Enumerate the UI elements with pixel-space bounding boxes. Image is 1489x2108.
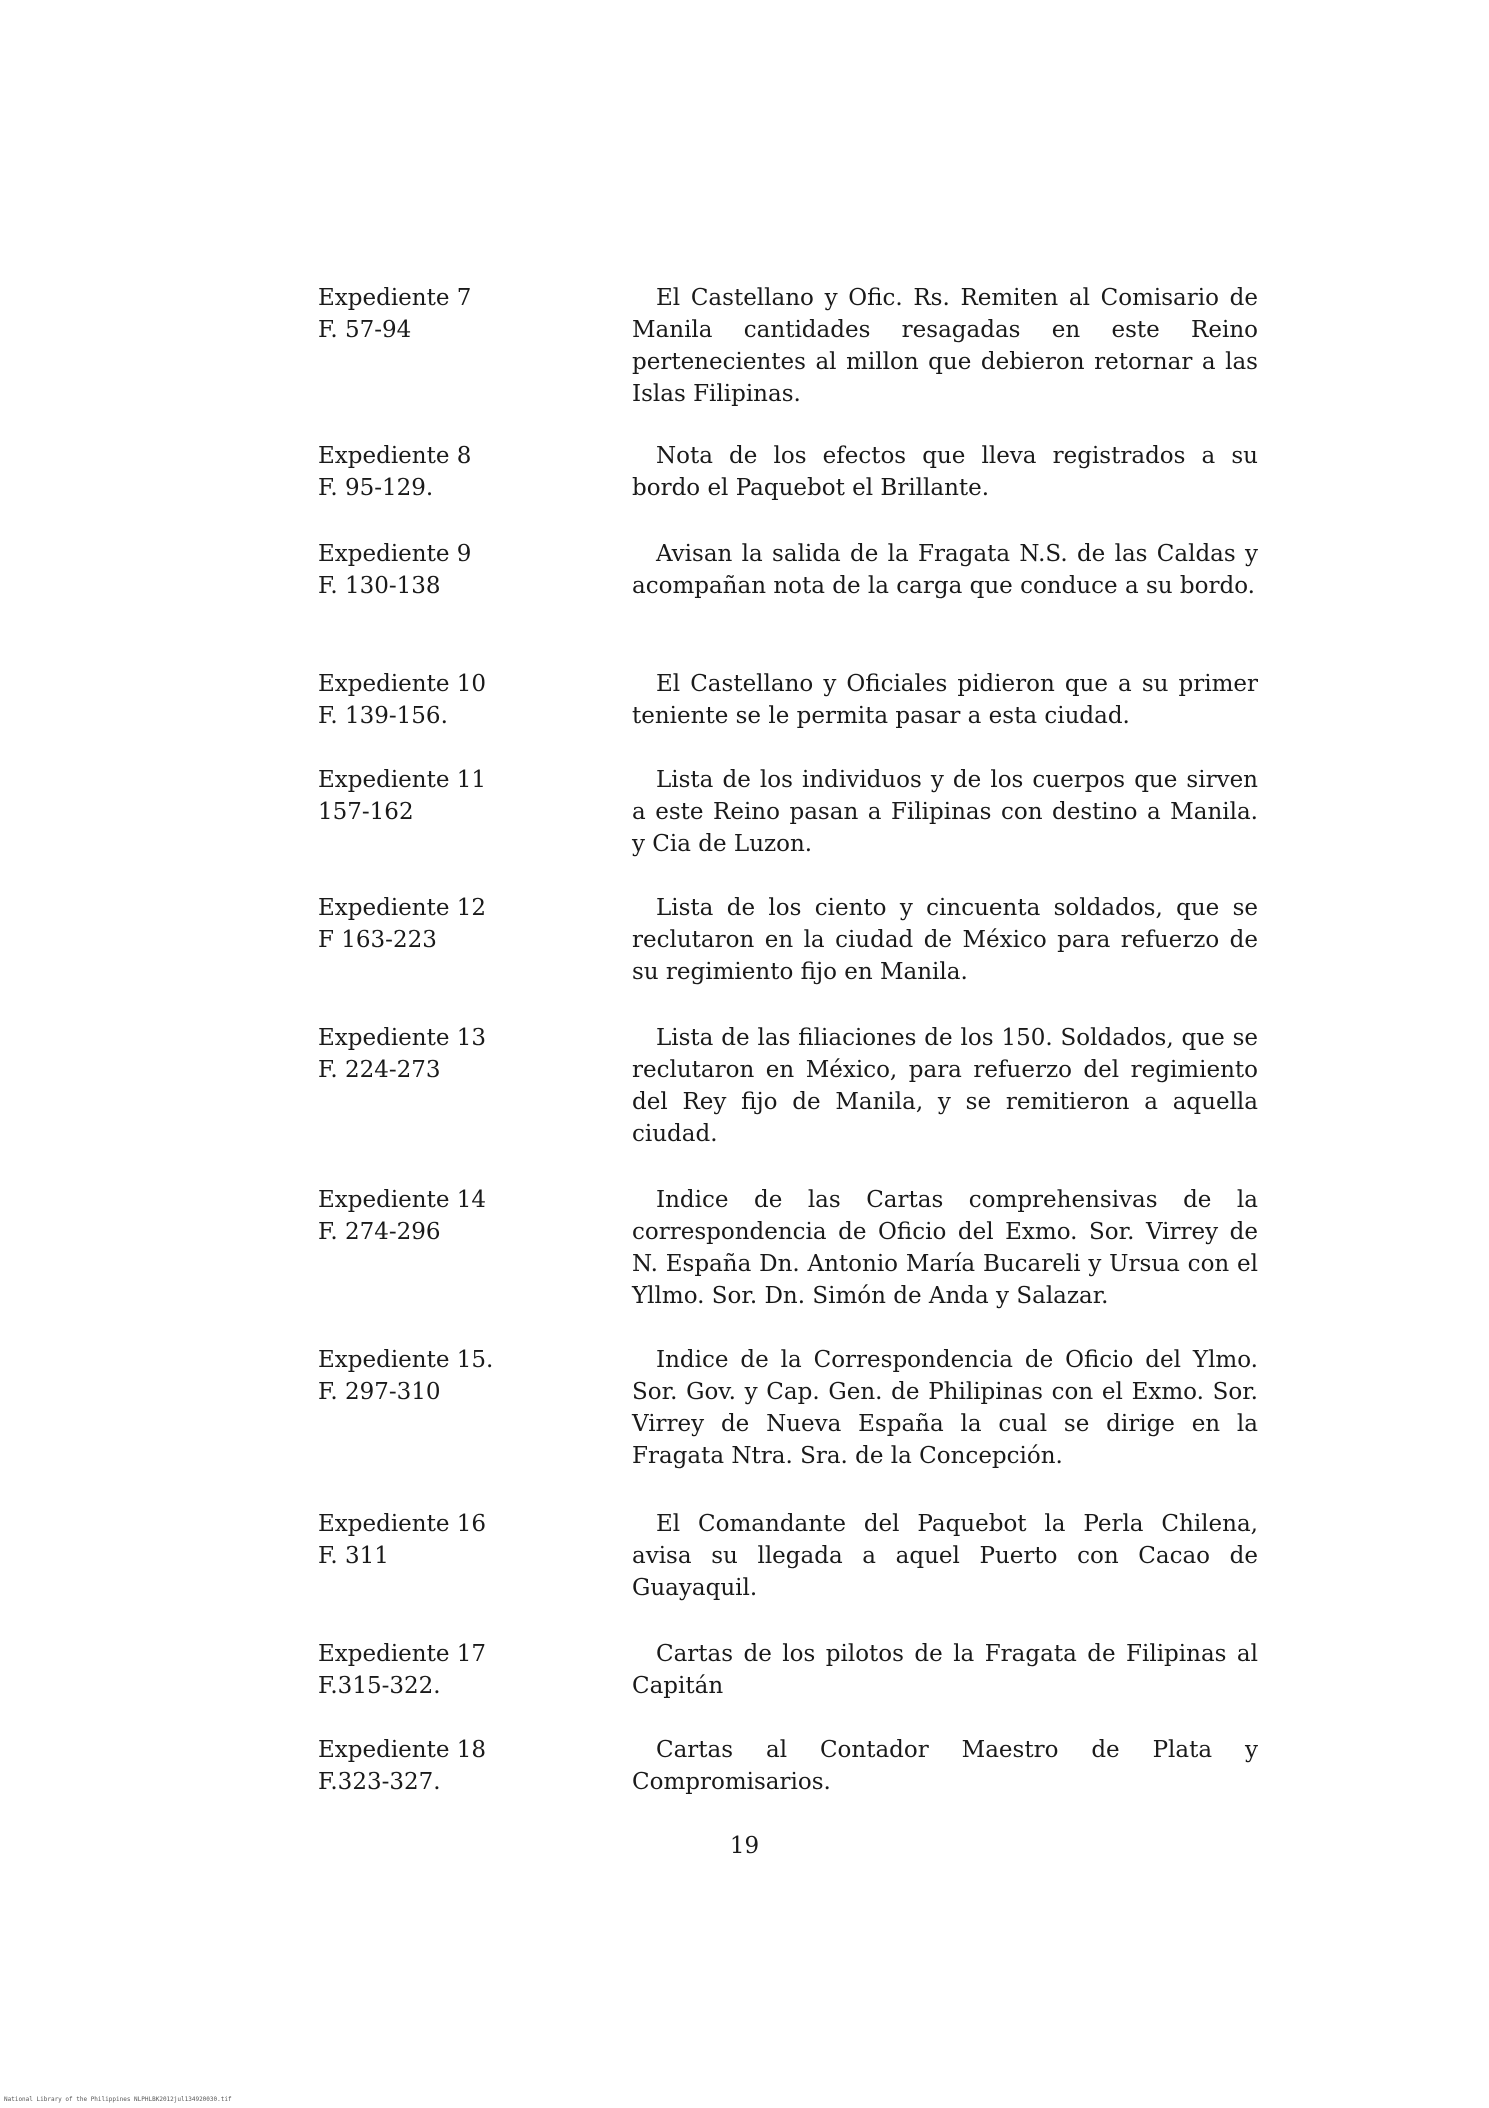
entry-description: Indice de las Cartas comprehensivas de la correspondencia de Oficio del Exmo. Sor. Virrey de N. España Dn. Antonio María Bucareli y Ursua con el Yllmo. Sor. Dn. Simón de Anda y Salazar. [632, 1187, 1258, 1309]
entry-folios: F 163-223 [318, 927, 437, 953]
entry-description: Nota de los efectos que lleva registrados a su bordo el Paquebot el Brillante. [632, 443, 1258, 501]
entry-reference [318, 1638, 578, 1702]
page-number: 19 [729, 1833, 760, 1859]
entry-reference [318, 668, 578, 732]
entry-title: Expediente 9 [318, 541, 472, 567]
entry-folios: F. 311 [318, 1543, 389, 1569]
entry-title: Expediente 8 [318, 443, 472, 469]
entry-title: Expediente 10 [318, 671, 487, 697]
entry-description: Lista de las filiaciones de los 150. Soldados, que se reclutaron en México, para refuerzo del regimiento del Rey fijo de Manila, y se remitieron a aquella ciudad. [632, 1025, 1258, 1147]
entry-reference [318, 1184, 578, 1248]
entry-title: Expediente 11 [318, 767, 487, 793]
entry-folios: F. 297-310 [318, 1379, 441, 1405]
entry-title: Expediente 7 [318, 285, 472, 311]
entry-description: El Comandante del Paquebot la Perla Chilena, avisa su llegada a aquel Puerto con Cacao de Guayaquil. [632, 1511, 1258, 1601]
entry-folios: F. 95-129. [318, 475, 434, 501]
entry-reference [318, 1344, 578, 1408]
entry-description: El Castellano y Ofic. Rs. Remiten al Comisario de Manila cantidades resagadas en este Reino pertenecientes al millon que debieron retornar a las Islas Filipinas. [632, 285, 1258, 407]
entry-title: Expediente 14 [318, 1187, 487, 1213]
entry-folios: F.323-327. [318, 1769, 441, 1795]
entry-reference [318, 282, 578, 346]
entry-folios: F. 139-156. [318, 703, 448, 729]
entry-title: Expediente 16 [318, 1511, 487, 1537]
entry-description: Avisan la salida de la Fragata N.S. de las Caldas y acompañan nota de la carga que conduce a su bordo. [632, 541, 1258, 599]
entry-folios: F. 57-94 [318, 317, 412, 343]
entry-reference [318, 440, 578, 504]
entry-description: Indice de la Correspondencia de Oficio del Ylmo. Sor. Gov. y Cap. Gen. de Philipinas con el Exmo. Sor. Virrey de Nueva España la cual se dirige en la Fragata Ntra. Sra. de la Concepción. [632, 1347, 1258, 1469]
entry-reference [318, 1022, 578, 1086]
entry-folios: 157-162 [318, 799, 414, 825]
entry-title: Expediente 17 [318, 1641, 487, 1667]
entry-reference [318, 764, 578, 828]
entry-reference [318, 1508, 578, 1572]
entry-reference [318, 538, 578, 602]
entry-description: Lista de los individuos y de los cuerpos que sirven a este Reino pasan a Filipinas con destino a Manila. y Cia de Luzon. [632, 767, 1258, 857]
entry-title: Expediente 15. [318, 1347, 494, 1373]
entry-title: Expediente 13 [318, 1025, 487, 1051]
entry-folios: F. 130-138 [318, 573, 441, 599]
entry-description: Cartas al Contador Maestro de Plata y Compromisarios. [632, 1737, 1258, 1795]
entry-reference [318, 1734, 578, 1798]
entry-folios: F.315-322. [318, 1673, 441, 1699]
entry-reference [318, 892, 578, 956]
entry-folios: F. 224-273 [318, 1057, 441, 1083]
entry-description: Lista de los ciento y cincuenta soldados, que se reclutaron en la ciudad de México para refuerzo de su regimiento fijo en Manila. [632, 895, 1258, 985]
scan-footer: National Library of the Philippines NLPHLBK2012jul134920030.tif [4, 2096, 232, 2103]
entry-title: Expediente 12 [318, 895, 487, 921]
entry-title: Expediente 18 [318, 1737, 487, 1763]
entry-description: Cartas de los pilotos de la Fragata de Filipinas al Capitán [632, 1641, 1258, 1699]
entry-folios: F. 274-296 [318, 1219, 441, 1245]
entry-description: El Castellano y Oficiales pidieron que a su primer teniente se le permita pasar a esta ciudad. [632, 671, 1258, 729]
